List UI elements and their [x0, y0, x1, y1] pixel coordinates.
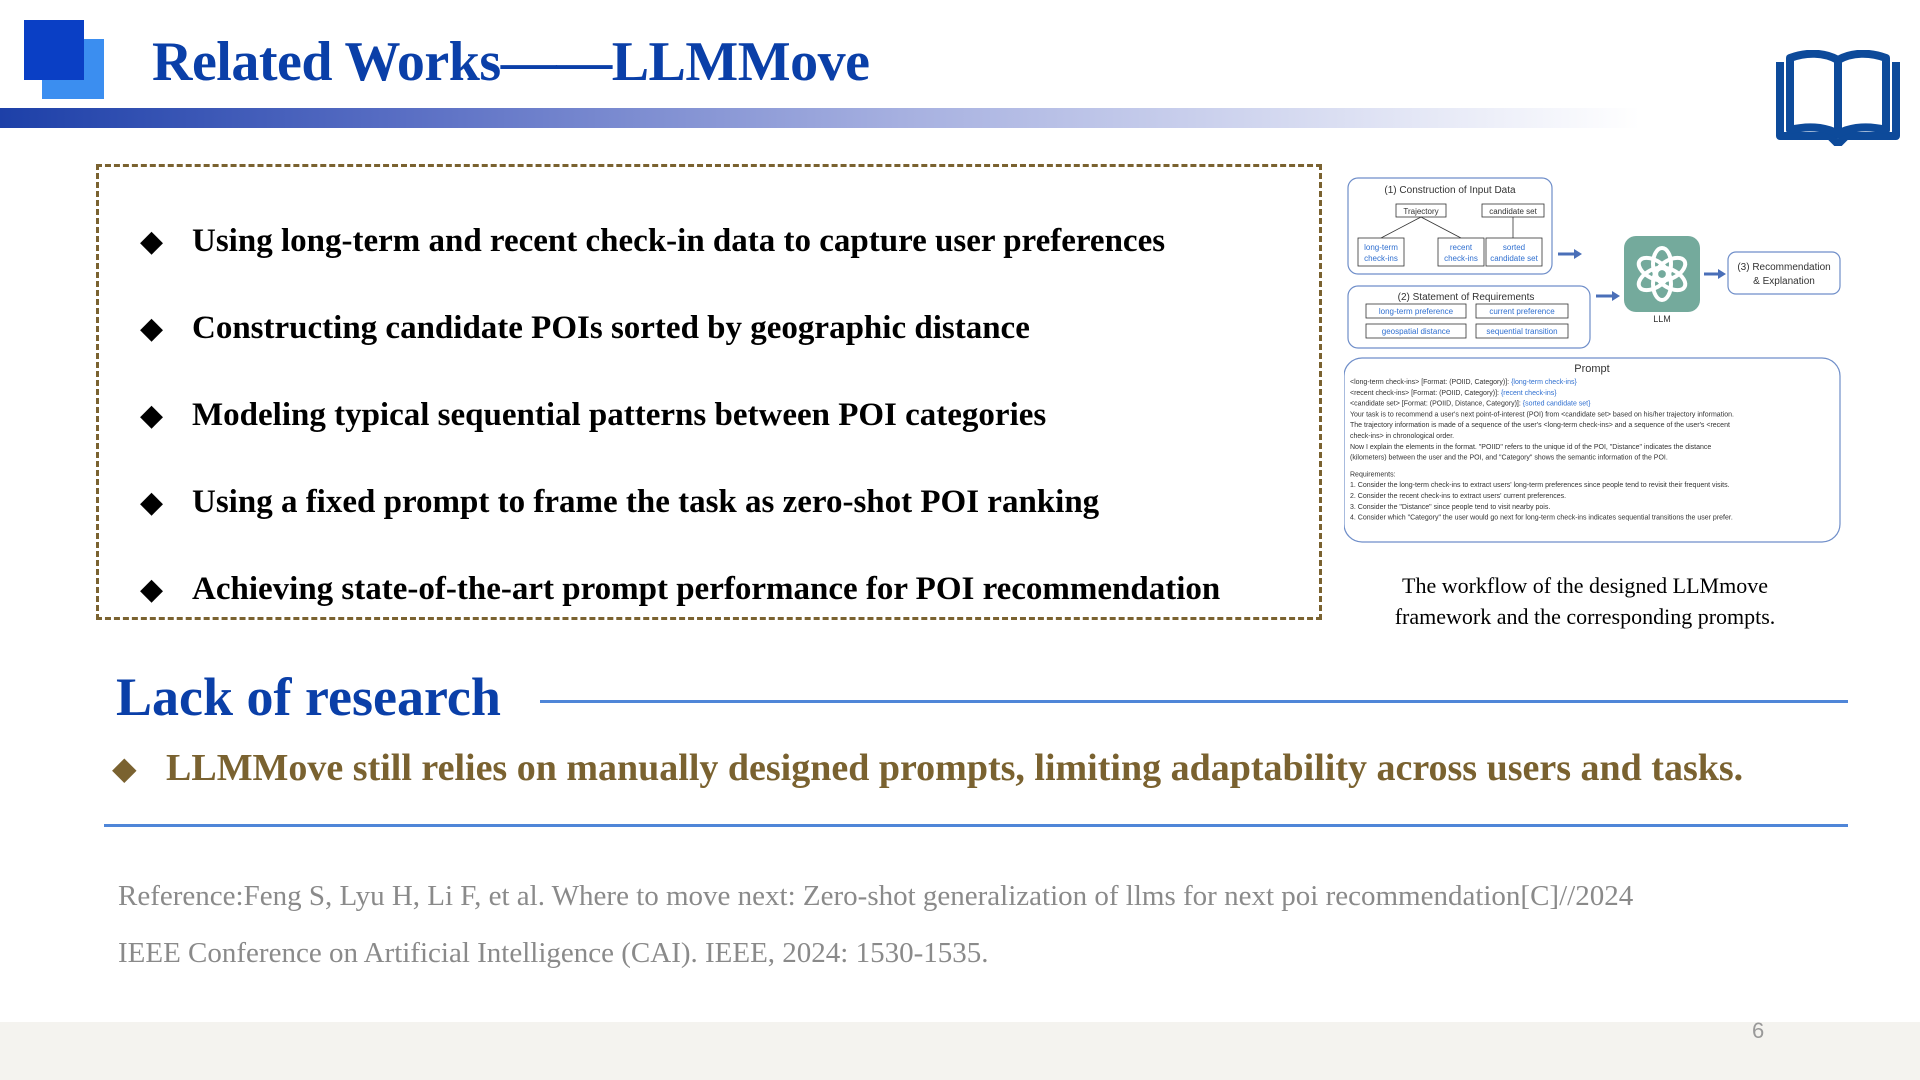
section3-title-2: & Explanation — [1753, 276, 1815, 287]
list-item: ◆ Using long-term and recent check-in data to capture user preferences — [140, 223, 1166, 259]
workflow-figure — [1344, 176, 1844, 546]
section3-title-1: (3) Recommendation — [1737, 262, 1831, 273]
trajectory-label: Trajectory — [1403, 207, 1439, 216]
prompt-line: 2. Consider the recent check-ins to extract users' current preferences. — [1350, 493, 1567, 500]
reference-line-1: Reference:Feng S, Lyu H, Li F, et al. Where to move next: Zero-shot generalization of llms for next poi recommendation[C]//2024 — [118, 880, 1634, 912]
prompt-title: Prompt — [1574, 363, 1610, 375]
lack-of-research-heading: Lack of research — [116, 667, 501, 727]
diamond-bullet-icon: ◆ — [140, 224, 164, 258]
reference-text — [118, 868, 1818, 982]
prompt-line: Your task is to recommend a user's next point-of-interest (POI) from <candidate set> based on his/her trajectory information. — [1350, 411, 1734, 419]
sorted-candidate-label-2: candidate set — [1490, 254, 1538, 263]
reference-line-2: IEEE Conference on Artificial Intelligence (CAI). IEEE, 2024: 1530-1535. — [118, 937, 989, 969]
llm-label: LLM — [1653, 314, 1671, 324]
current-preference-label: current preference — [1489, 307, 1555, 316]
sequential-transition-label: sequential transition — [1486, 327, 1558, 336]
square-logo-icon — [24, 20, 84, 80]
caption-line-2: framework and the corresponding prompts. — [1394, 604, 1776, 629]
figure-caption — [1340, 570, 1830, 632]
diamond-bullet-icon: ◆ — [140, 485, 164, 519]
sorted-candidate-label-1: sorted — [1502, 243, 1526, 252]
diamond-bullet-icon: ◆ — [140, 572, 164, 606]
list-item: ◆ Using a fixed prompt to frame the task as zero-shot POI ranking — [140, 484, 1100, 520]
diamond-bullet-icon: ◆ — [112, 750, 137, 786]
section-divider — [104, 824, 1848, 827]
recent-checkins-label-2: check-ins — [1444, 254, 1478, 263]
lack-bullet — [112, 746, 1743, 790]
long-term-checkins-label-2: check-ins — [1364, 254, 1398, 263]
footer-bar — [0, 1022, 1920, 1080]
feature-list — [140, 198, 1220, 633]
long-term-preference-label: long-term preference — [1378, 307, 1454, 316]
prompt-line: (kilometers) between the user and the POI, and "Category" shows the semantic information of the POI. — [1350, 454, 1668, 462]
prompt-line: The trajectory information is made of a sequence of the user's <long-term check-ins> and a sequence of the user's <recent — [1350, 422, 1730, 430]
list-item: ◆ Achieving state-of-the-art prompt performance for POI recommendation — [140, 571, 1221, 607]
section1-title: (1) Construction of Input Data — [1384, 185, 1516, 196]
prompt-line: Requirements: — [1350, 471, 1396, 479]
list-item: ◆ Modeling typical sequential patterns between POI categories — [140, 397, 1047, 433]
prompt-line: 3. Consider the "Distance" since people tend to visit nearby pois. — [1350, 503, 1551, 511]
candidate-set-label: candidate set — [1489, 207, 1537, 216]
section2-title: (2) Statement of Requirements — [1397, 292, 1535, 303]
openai-logo-icon — [1624, 236, 1700, 312]
prompt-line: check-ins> in chronological order. — [1350, 433, 1455, 440]
lack-bullet-text: LLMMove still relies on manually designed prompts, limiting adaptability across users and tasks. — [166, 747, 1744, 789]
open-book-icon — [1776, 50, 1900, 146]
page-number: 6 — [1752, 1018, 1765, 1043]
prompt-line: <long-term check-ins> [Format: (POIID, Category)]: {long-term check-ins} — [1350, 379, 1577, 386]
list-item: ◆ Constructing candidate POIs sorted by geographic distance — [140, 310, 1030, 346]
caption-line-1: The workflow of the designed LLMmove — [1402, 573, 1768, 598]
geospatial-distance-label: geospatial distance — [1381, 327, 1451, 336]
diamond-bullet-icon: ◆ — [140, 398, 164, 432]
slide-title: Related Works——LLMMove — [152, 31, 870, 93]
heading-divider — [540, 700, 1848, 703]
prompt-line: <recent check-ins> [Format: (POIID, Category)]: {recent check-ins} — [1350, 389, 1557, 397]
prompt-line: Now I explain the elements in the format. "POIID" refers to the unique id of the POI, "Distance" indicates the distance — [1350, 443, 1712, 451]
prompt-line: 1. Consider the long-term check-ins to extract users' long-term preferences since people tend to revisit their frequent visits. — [1350, 482, 1730, 490]
prompt-line: 4. Consider which "Category" the user would go next for long-term check-ins indicates sequential transitions the user prefer. — [1350, 514, 1733, 522]
recent-checkins-label-1: recent — [1449, 243, 1473, 252]
long-term-checkins-label-1: long-term — [1364, 243, 1398, 252]
diamond-bullet-icon: ◆ — [140, 311, 164, 345]
prompt-line: <candidate set> [Format: (POIID, Distance, Category)]: {sorted candidate set} — [1350, 400, 1591, 408]
header-gradient-bar — [0, 108, 1640, 128]
